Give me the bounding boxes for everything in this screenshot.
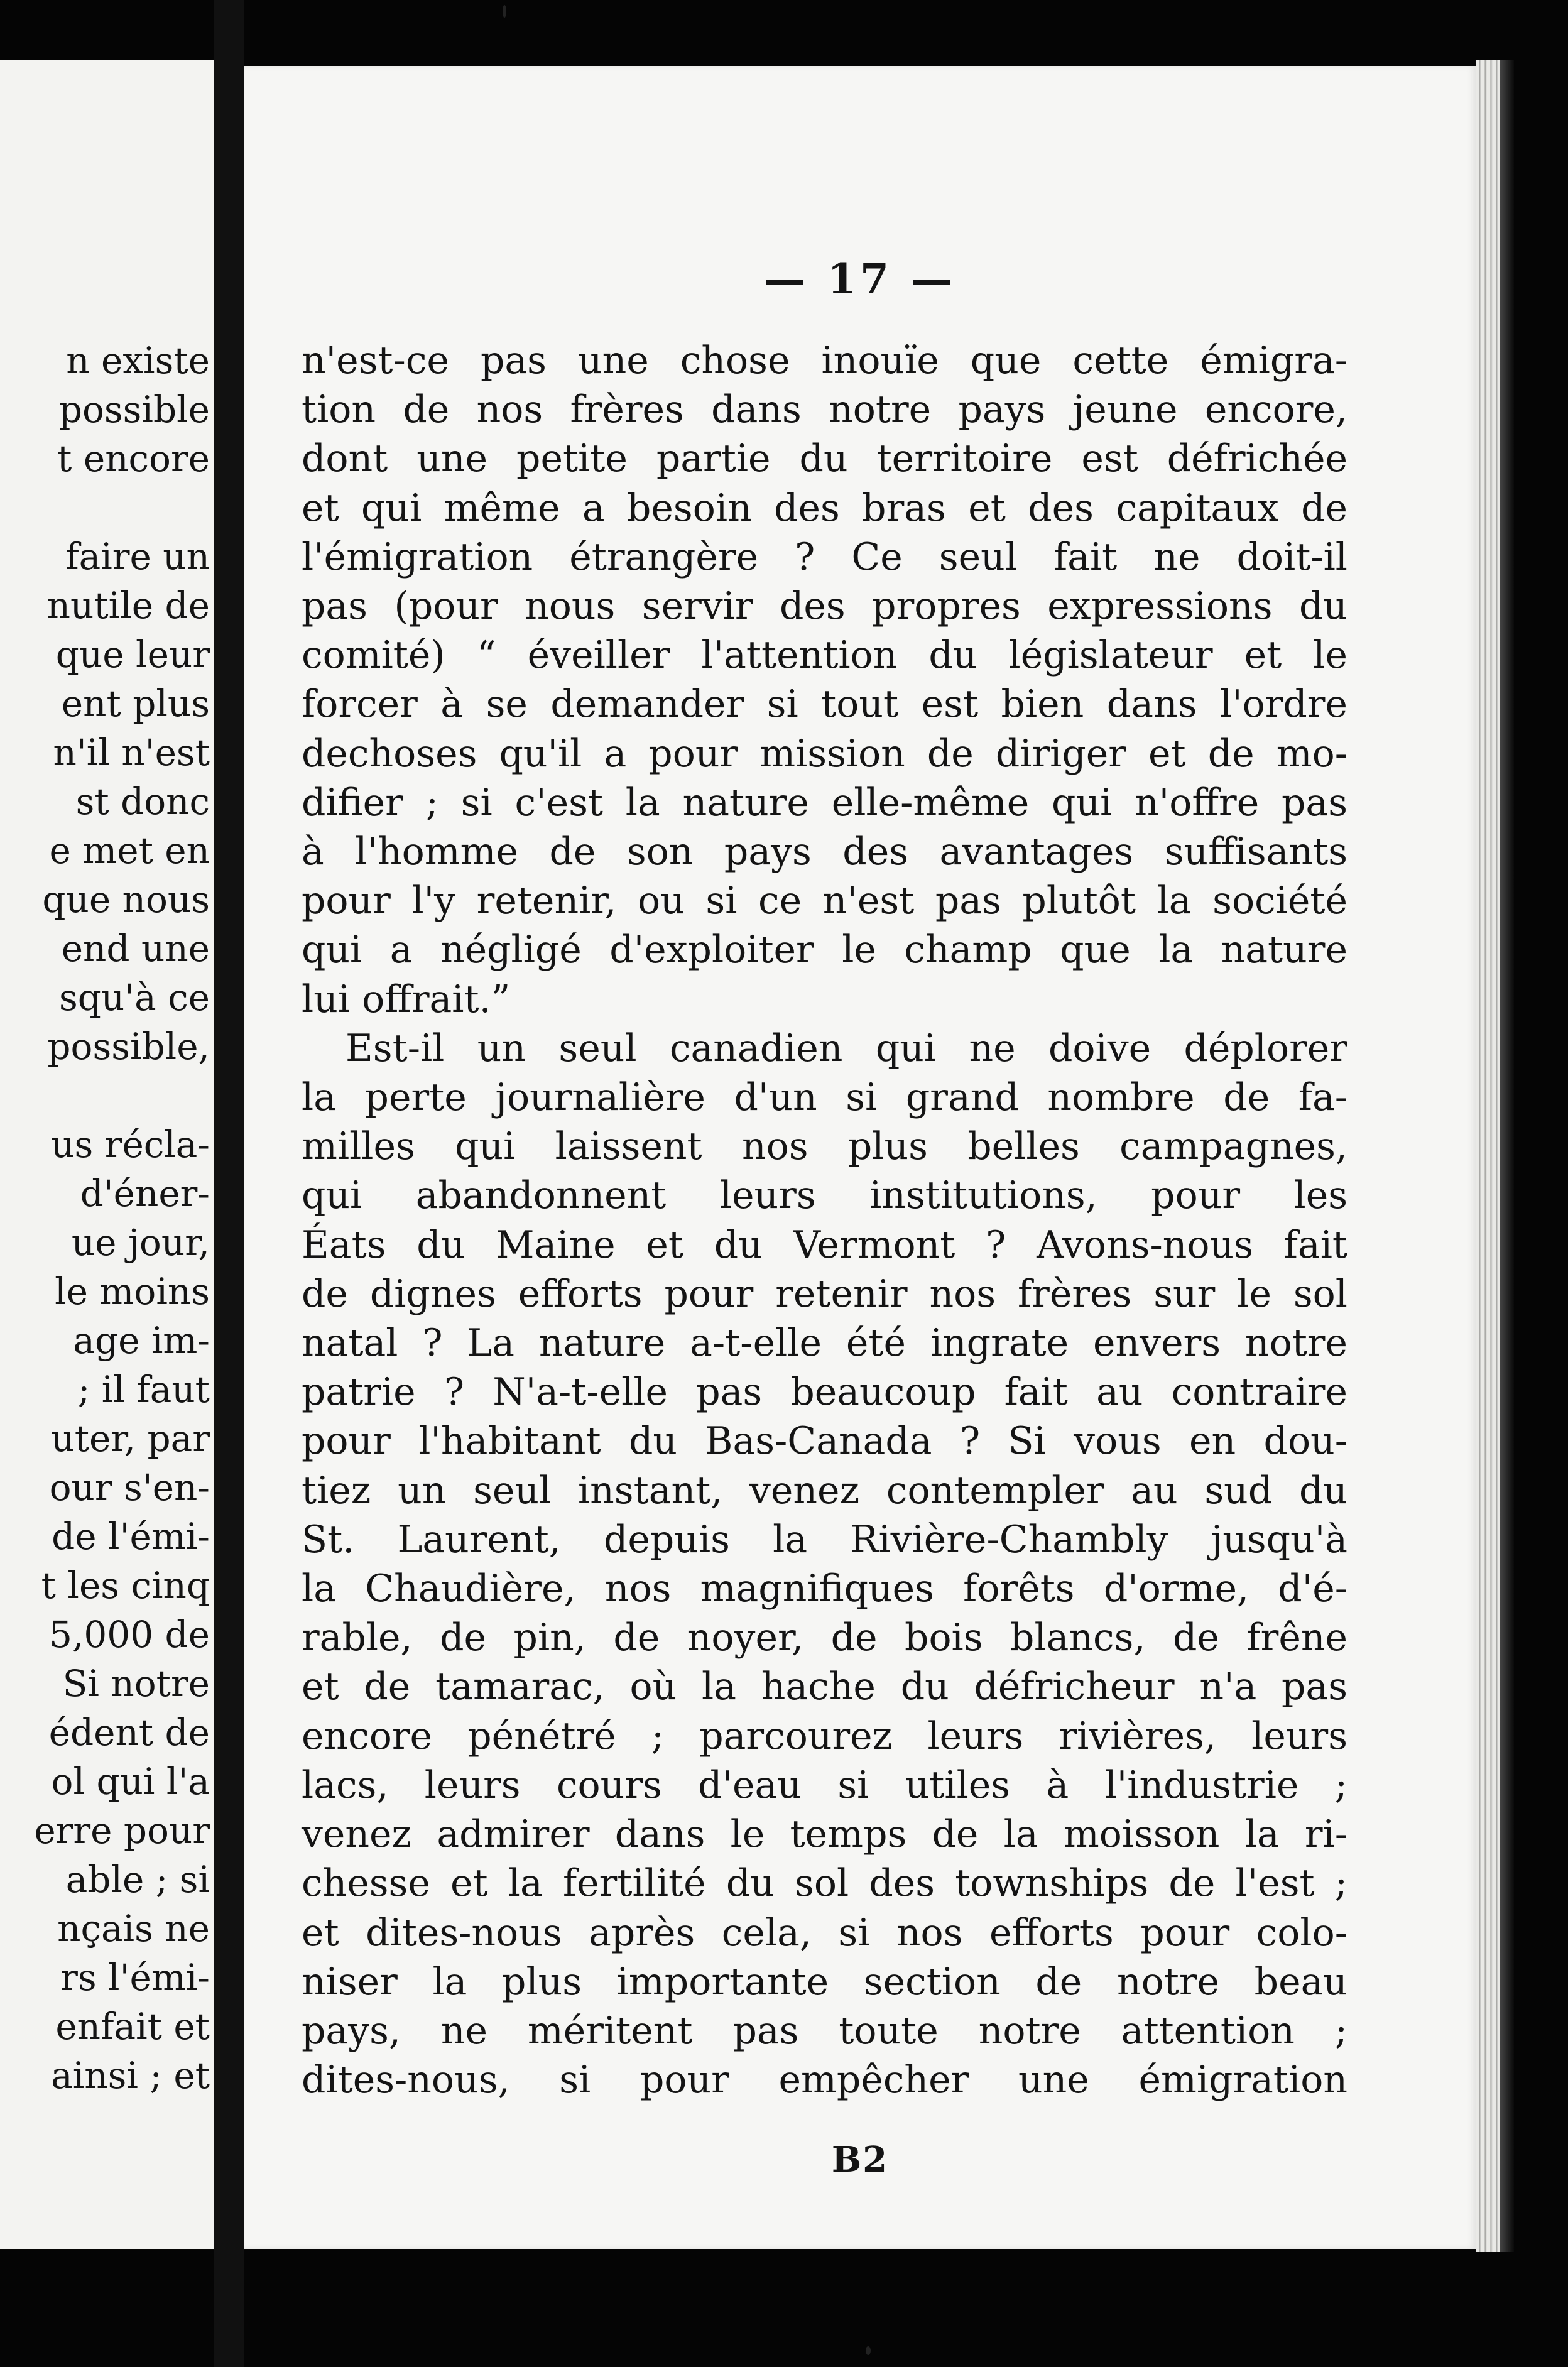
body-text bbox=[302, 336, 1348, 2104]
text-line: Éats du Maine et du Vermont ? Avons-nous fait bbox=[302, 1222, 1348, 1267]
previous-page-line: e met en bbox=[49, 829, 210, 872]
previous-page-line: nutile de bbox=[46, 584, 210, 627]
previous-page-line: possible, bbox=[47, 1025, 210, 1068]
text-line: à l'homme de son pays des avantages suffisants bbox=[302, 830, 1348, 874]
page-number: — 17 — bbox=[764, 254, 956, 303]
previous-page-line: rs l'émi- bbox=[60, 1956, 210, 1999]
text-line: dites-nous, si pour empêcher une émigration bbox=[302, 2058, 1348, 2103]
previous-page-line: us récla- bbox=[51, 1123, 210, 1166]
text-line: rable, de pin, de noyer, de bois blancs, de frêne bbox=[302, 1616, 1348, 1660]
previous-page-line: erre pour bbox=[34, 1809, 210, 1852]
previous-page-line: our s'en- bbox=[49, 1466, 210, 1509]
previous-page-line: ; il faut bbox=[77, 1368, 210, 1411]
text-line: St. Laurent, depuis la Rivière-Chambly jusqu'à bbox=[302, 1517, 1348, 1562]
text-line: la Chaudière, nos magnifiques forêts d'orme, d'é- bbox=[302, 1567, 1348, 1611]
previous-page-line: édent de bbox=[48, 1711, 210, 1754]
previous-page-line: de l'émi- bbox=[52, 1515, 210, 1558]
previous-page-line: que leur bbox=[55, 633, 210, 676]
text-line: tion de nos frères dans notre pays jeune encore, bbox=[302, 388, 1348, 432]
previous-page-line: ainsi ; et bbox=[51, 2054, 210, 2097]
text-line: pas (pour nous servir des propres expressions du bbox=[302, 584, 1348, 629]
previous-page-line: que nous bbox=[42, 878, 210, 921]
previous-page-fragment bbox=[0, 60, 214, 2249]
text-line: et qui même a besoin des bras et des capitaux de bbox=[302, 486, 1348, 530]
text-line: tiez un seul instant, venez contempler au sud du bbox=[302, 1468, 1348, 1513]
previous-page-line: enfait et bbox=[55, 2005, 210, 2048]
page-edge-shadow bbox=[1500, 60, 1514, 2252]
text-line: chesse et la fertilité du sol des townships de l'est ; bbox=[302, 1861, 1348, 1906]
text-line: venez admirer dans le temps de la moisson la ri- bbox=[302, 1812, 1348, 1857]
text-line: dont une petite partie du territoire est défrichée bbox=[302, 437, 1348, 481]
text-line: milles qui laissent nos plus belles campagnes, bbox=[302, 1124, 1348, 1169]
previous-page-line: able ; si bbox=[65, 1858, 210, 1901]
text-line: forcer à se demander si tout est bien dans l'ordre bbox=[302, 682, 1348, 727]
previous-page-line: n existe bbox=[66, 339, 210, 382]
text-line: difier ; si c'est la nature elle-même qui n'offre pas bbox=[302, 780, 1348, 825]
text-line: natal ? La nature a-t-elle été ingrate envers notre bbox=[302, 1321, 1348, 1366]
previous-page-line: 5,000 de bbox=[49, 1613, 210, 1656]
previous-page-line: Si notre bbox=[62, 1662, 210, 1705]
book-gutter bbox=[214, 0, 244, 2367]
previous-page-text bbox=[34, 336, 210, 2100]
previous-page-line: ue jour, bbox=[71, 1221, 210, 1264]
previous-page-line: age im- bbox=[73, 1319, 210, 1362]
text-line: la perte journalière d'un si grand nombre de fa- bbox=[302, 1075, 1348, 1120]
text-line: qui abandonnent leurs institutions, pour les bbox=[302, 1173, 1348, 1218]
text-line: comité) “ éveiller l'attention du législateur et le bbox=[302, 633, 1348, 678]
previous-page-line: end une bbox=[61, 927, 210, 970]
previous-page-line: nçais ne bbox=[57, 1907, 210, 1950]
text-line: patrie ? N'a-t-elle pas beaucoup fait au contraire bbox=[302, 1370, 1348, 1415]
previous-page-line: st donc bbox=[75, 780, 210, 823]
page bbox=[244, 66, 1476, 2249]
previous-page-line: faire un bbox=[65, 535, 210, 578]
signature-mark: B2 bbox=[831, 2139, 889, 2180]
previous-page-line: n'il n'est bbox=[53, 731, 210, 774]
previous-page-line: squ'à ce bbox=[58, 976, 210, 1019]
text-line: Est-il un seul canadien qui ne doive déplorer bbox=[346, 1026, 1348, 1070]
text-line: encore pénétré ; parcourez leurs rivières, leurs bbox=[302, 1714, 1348, 1758]
text-line: et dites-nous après cela, si nos efforts pour colo- bbox=[302, 1910, 1348, 1955]
text-line: lacs, leurs cours d'eau si utiles à l'industrie ; bbox=[302, 1763, 1348, 1807]
text-line: pour l'habitant du Bas-Canada ? Si vous en dou- bbox=[302, 1419, 1348, 1464]
ink-speck bbox=[503, 5, 506, 18]
previous-page-line: possible bbox=[58, 388, 210, 431]
text-line: pour l'y retenir, ou si ce n'est pas plutôt la société bbox=[302, 879, 1348, 923]
previous-page-line: le moins bbox=[55, 1270, 210, 1313]
text-line: pays, ne méritent pas toute notre attention ; bbox=[302, 2008, 1348, 2053]
text-line: n'est-ce pas une chose inouïe que cette émigra- bbox=[302, 339, 1348, 383]
previous-page-line: ent plus bbox=[61, 682, 210, 725]
previous-page-line bbox=[34, 1071, 210, 1120]
page-edges bbox=[1476, 60, 1500, 2252]
previous-page-line: t les cinq bbox=[41, 1564, 210, 1607]
text-line: niser la plus importante section de notre beau bbox=[302, 1959, 1348, 2004]
text-line: dechoses qu'il a pour mission de diriger et de mo- bbox=[302, 731, 1348, 776]
text-line: qui a négligé d'exploiter le champ que la nature bbox=[302, 928, 1348, 972]
text-line: l'émigration étrangère ? Ce seul fait ne doit-il bbox=[302, 535, 1348, 579]
previous-page-line: d'éner- bbox=[80, 1172, 210, 1215]
text-line: lui offrait.” bbox=[302, 977, 511, 1021]
text-line: de dignes efforts pour retenir nos frères sur le sol bbox=[302, 1271, 1348, 1316]
previous-page-line: t encore bbox=[57, 437, 210, 480]
previous-page-line: uter, par bbox=[51, 1417, 210, 1460]
previous-page-line bbox=[34, 483, 210, 532]
text-line: et de tamarac, où la hache du défricheur n'a pas bbox=[302, 1665, 1348, 1709]
previous-page-line: ol qui l'a bbox=[51, 1760, 210, 1803]
ink-speck bbox=[866, 2346, 871, 2355]
